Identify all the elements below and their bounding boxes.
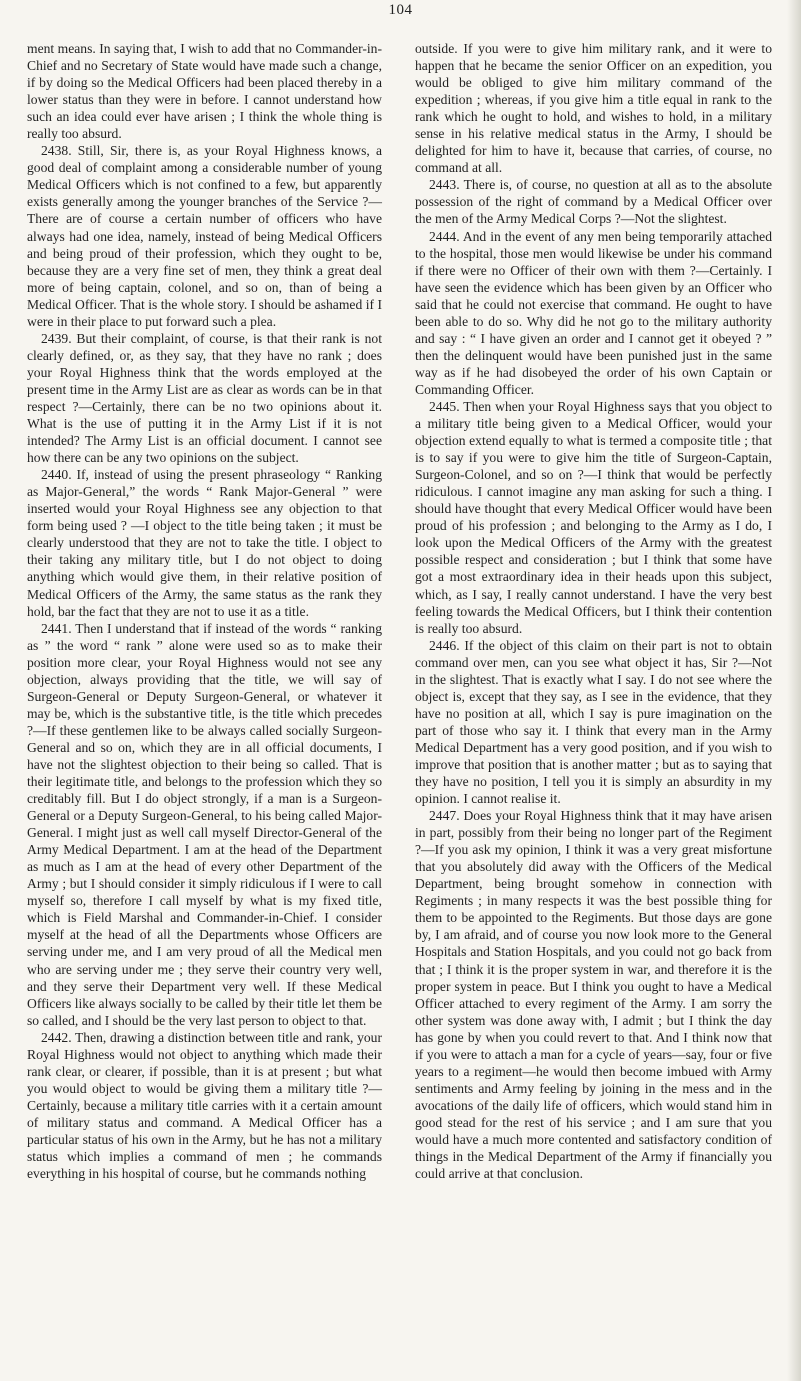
paragraph-2442: 2442. Then, drawing a distinction between title and rank, your Royal Highness would not object to anything which made their rank clear, or clearer, if possible, than it is at present ; but what you would object to would be giving them a military title ?—Certainly, because a military title carries with it a certain amount of military status and command. A Medical Officer has a particular status of his own in the Army, but he has not a military status which implies a command of men ; he commands everything in his hospital of course, but he commands nothing [27, 1029, 382, 1182]
paragraph-continuation: ment means. In saying that, I wish to add that no Commander-in-Chief and no Secretary of State would have made such a change, if by doing so the Medical Officers had been placed thereby in a lower status than they were in before. I cannot understand how such an idea could ever have arisen ; I think the whole thing is really too absurd. [27, 41, 382, 142]
paragraph-2441: 2441. Then I understand that if instead of the words “ ranking as ” the word “ rank ” alone were used so as to make their position more clear, your Royal Highness would not see any objection, always providing that the title, we will say of Surgeon-General or Deputy Surgeon-General, or whatever it may be, which is the substantive title, is the title which precedes ?—If these gentlemen like to be always called socially Surgeon-General and so on, which they are in all official documents, I have not the slightest objection to their being so called. That is their legitimate title, and belongs to the profession which they so creditably fill. But I do object strongly, if a man is a Surgeon-General or a Deputy Surgeon-General, to his being called Major-General. I might just as well call myself Director-General of the Army Medical Department. I am at the head of the Department as much as I am at the head of every other Department of the Army ; but I should consider it simply ridiculous if I were to call myself so, therefore I call myself by what is my fixed title, which is Field Marshal and Commander-in-Chief. I consider myself at the head of all the Departments whose Officers are serving under me, and I am very proud of all the Medical men who are serving under me ; they serve their country very well, and they serve their Department very well. If these Medical Officers like always socially to be called by their title let them be so called, and I should be the very last person to object to that. [27, 620, 382, 1028]
left-column [27, 40, 382, 1182]
paragraph-2439: 2439. But their complaint, of course, is that their rank is not clearly defined, or, as they say, that they have no rank ; does your Royal Highness think that the words employed at the present time in the Army List are as clear as words can be in that respect ?—Certainly, there can be no two opinions about it. What is the use of putting it in the Army List if it is not intended? The Army List is an official document. I cannot see how there can be any two opinions on the subject. [27, 330, 382, 466]
right-column [415, 40, 772, 1182]
paragraph-2440: 2440. If, instead of using the present phraseology “ Ranking as Major-General,” the words “ Rank Major-General ” were inserted would your Royal Highness see any objection to that form being used ? —I object to the title being taken ; it must be clearly understood that they are not to take the title. I object to their taking any military title, but I do not object to doing anything which would give them, in their relative position of Medical Officers of the Army, the same status as the rank they hold, bar the fact that they are not to use it as a title. [27, 467, 382, 619]
paragraph-2445: 2445. Then when your Royal Highness says that you object to a military title being given to a Medical Officer, would your objection extend equally to what is termed a composite title ; that is to say if you were to give him the title of Surgeon-Captain, Surgeon-Colonel, and so on ?—I think that would be perfectly ridiculous. I cannot imagine any man asking for such a thing. I should have thought that every Medical Officer would have been proud of his profession ; and belonging to the Army as I do, I look upon the Medical Officers of the Army with the greatest possible respect and consideration ; but I think that some have got a most extraordinary idea in their heads upon this subject, which, as I say, I really cannot understand. I have the very best feeling towards the Medical Officers, but I think their contention is really too absurd. [415, 398, 772, 636]
page-edge-shadow [787, 0, 801, 1381]
paragraph-2444: 2444. And in the event of any men being temporarily attached to the hospital, those men would likewise be under his command if there were no Officer of their own with them ?—Certainly. I have seen the evidence which has been given by an Officer who said that he could not exercise that command. He ought to have been able to do so. Why did he not go to the military authority and say : “ I have given an order and I cannot get it obeyed ? ” then the delinquent would have been punished just in the same way as if he had disobeyed the order of his own Captain or Commanding Officer. [415, 228, 772, 397]
paragraph-2446: 2446. If the object of this claim on their part is not to obtain command over men, can you see what object it has, Sir ?—Not in the slightest. That is exactly what I say. I do not see where the object is, except that they say, as I see in the evidence, that they have no position at all, which I say is pure imagination on the part of those who say it. I think that every man in the Army Medical Department has a very good position, and if you wish to improve that position that is another matter ; but as to saying that they have no position, I tell you it is simply an absurdity in my opinion. I cannot realise it. [415, 637, 772, 807]
page-number: 104 [388, 2, 413, 18]
paragraph-2443: 2443. There is, of course, no question at all as to the absolute possession of the right of command by a Medical Officer over the men of the Army Medical Corps ?—Not the slightest. [415, 177, 772, 227]
paragraph-2442-continued: outside. If you were to give him military rank, and it were to happen that he became the senior Officer on an expedition, you would be obliged to give him military command of the expedition ; whereas, if you give him a title equal in rank to the rank which he ought to hold, and wishes to hold, in a military sense in his relative medical status in the Army, I should be delighted for him to have it, because that carries, of course, no command at all. [415, 41, 772, 176]
paragraph-2438: 2438. Still, Sir, there is, as your Royal Highness knows, a good deal of complaint among a considerable number of young Medical Officers which is not confined to a few, but apparently exists generally among the younger branches of the Service ?—There are of course a certain number of officers who have always had one idea, namely, instead of being Medical Officers and being proud of their profession, which they ought to be, because they are a very fine set of men, they think a great deal more of being captain, colonel, and so on, than of being a Medical Officer. That is the whole story. I should be ashamed if I were in their place to put forward such a plea. [27, 143, 382, 329]
paragraph-2447: 2447. Does your Royal Highness think that it may have arisen in part, possibly from their being no longer part of the Regiment ?—If you ask my opinion, I think it was a very great misfortune that you absolutely did away with the Officers of the Medical Department, being brought somehow in connection with Regiments ; in many respects it was the best possible thing for them to be appointed to the Regiments. But those days are gone by, I am afraid, and of course you now look more to the General Hospitals and Station Hospitals, and you could not go back from that ; I think it is the proper system in war, and therefore it is the proper system in peace. But I think you ought to have a Medical Officer attached to every regiment of the Army. I am sorry the other system was done away with, I admit ; but I think the day has gone by when you could revert to that. And I think now that if you were to attach a man for a cycle of years—say, four or five years to a regiment—he would then become imbued with Army sentiments and Army feeling by joining in the mess and in the avocations of the daily life of officers, which would stand him in good stead for the rest of his service ; and I am sure that you would have a much more contented and satisfactory condition of things in the Medical Department of the Army if financially you could arrive at that conclusion. [415, 808, 772, 1182]
